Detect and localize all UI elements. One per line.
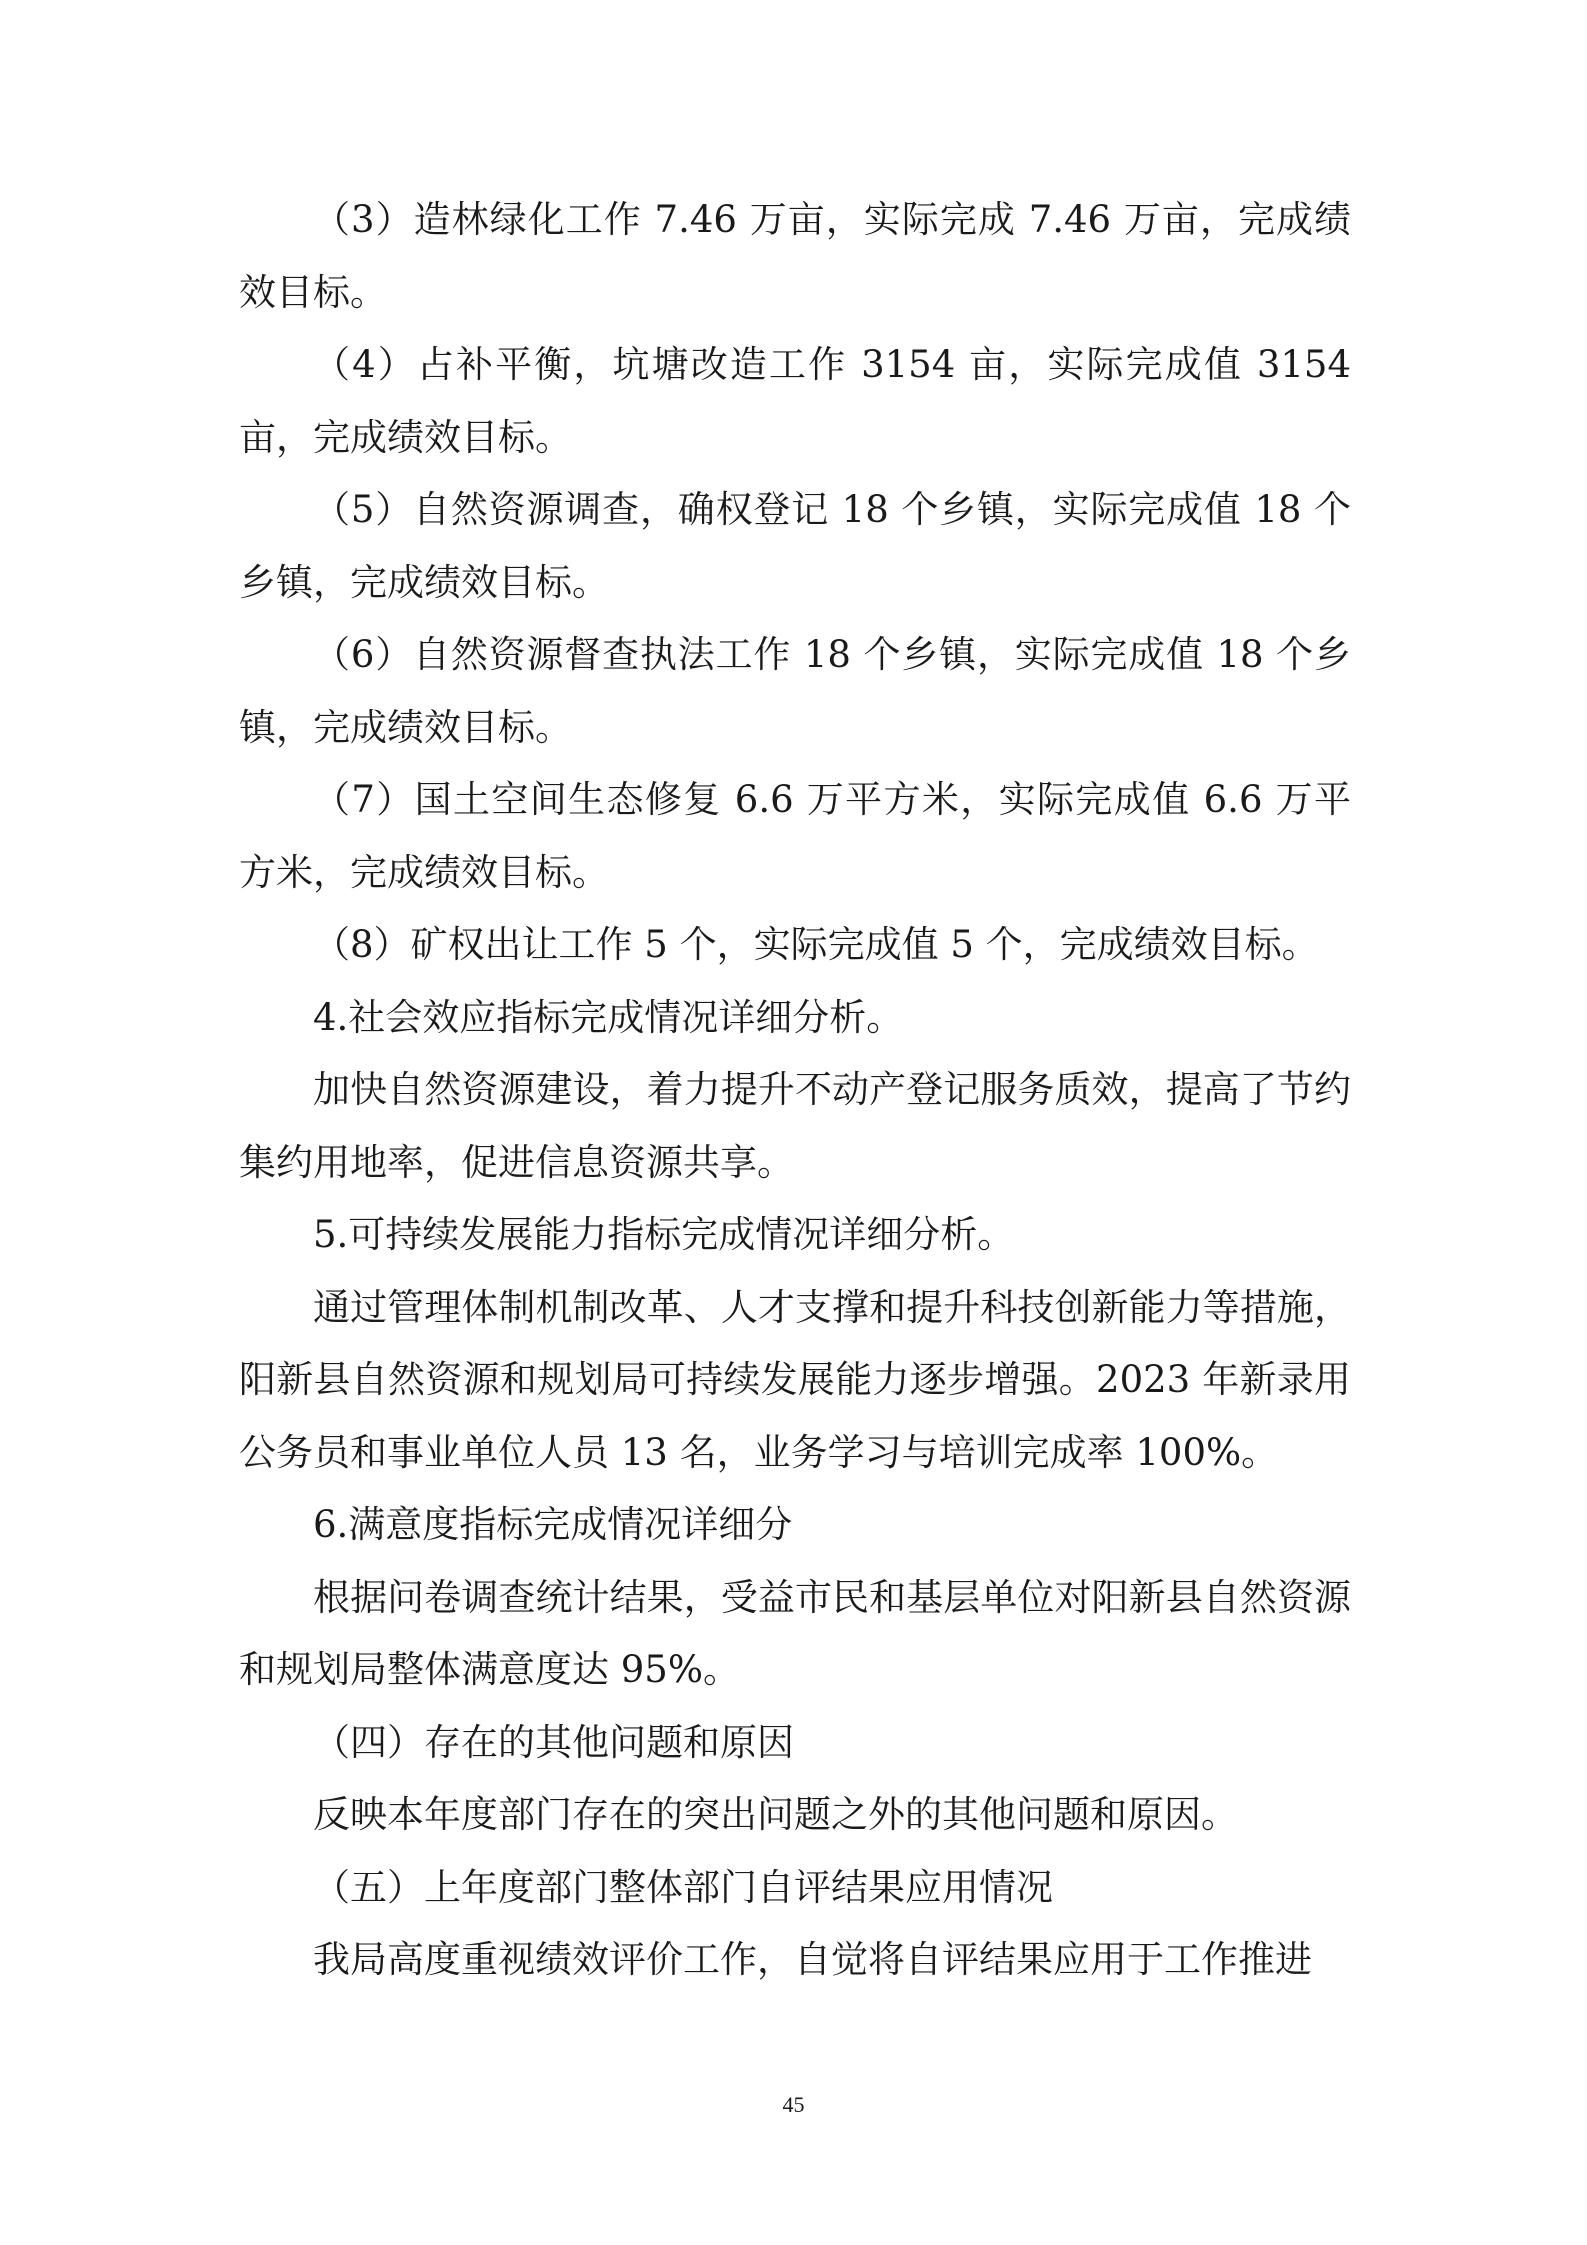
paragraph-land-balance: （4）占补平衡，坑塘改造工作 3154 亩，实际完成值 3154 亩，完成绩效目标。: [239, 343, 1351, 459]
paragraph-prior-year-results: 我局高度重视绩效评价工作，自觉将自评结果应用于工作推进: [313, 1938, 1312, 1981]
paragraph-resource-survey: （5）自然资源调查，确权登记 18 个乡镇，实际完成值 18 个乡镇，完成绩效目标。: [239, 488, 1351, 604]
heading-prior-year-results: （五）上年度部门整体部门自评结果应用情况: [313, 1865, 1053, 1909]
heading-satisfaction: 6.满意度指标完成情况详细分: [313, 1503, 793, 1546]
paragraph-ecological-restoration: （7）国土空间生态修复 6.6 万平方米，实际完成值 6.6 万平方米，完成绩效目标。: [239, 778, 1351, 894]
paragraph-satisfaction: 根据问卷调查统计结果，受益市民和基层单位对阳新县自然资源和规划局整体满意度达 95%。: [239, 1575, 1351, 1691]
paragraph-afforestation: （3）造林绿化工作 7.46 万亩，实际完成 7.46 万亩，完成绩效目标。: [239, 198, 1351, 314]
paragraph-social-effect: 加快自然资源建设，着力提升不动产登记服务质效，提高了节约集约用地率，促进信息资源共享。: [239, 1068, 1351, 1184]
body-text: [239, 184, 1351, 1997]
paragraph-sustainability: 通过管理体制机制改革、人才支撑和提升科技创新能力等措施，阳新县自然资源和规划局可持续发展能力逐步增强。2023 年新录用公务员和事业单位人员 13 名，业务学习与培训完成率 100%。: [239, 1285, 1351, 1474]
heading-other-issues: （四）存在的其他问题和原因: [313, 1720, 794, 1764]
heading-social-effect: 4.社会效应指标完成情况详细分析。: [313, 995, 904, 1039]
page-number: 45: [782, 2092, 805, 2117]
paragraph-other-issues: 反映本年度部门存在的突出问题之外的其他问题和原因。: [313, 1793, 1238, 1836]
heading-sustainability: 5.可持续发展能力指标完成情况详细分析。: [313, 1213, 1015, 1256]
paragraph-mining-rights: （8）矿权出让工作 5 个，实际完成值 5 个，完成绩效目标。: [313, 923, 1319, 966]
paragraph-law-enforcement: （6）自然资源督查执法工作 18 个乡镇，实际完成值 18 个乡镇，完成绩效目标。: [239, 633, 1351, 749]
